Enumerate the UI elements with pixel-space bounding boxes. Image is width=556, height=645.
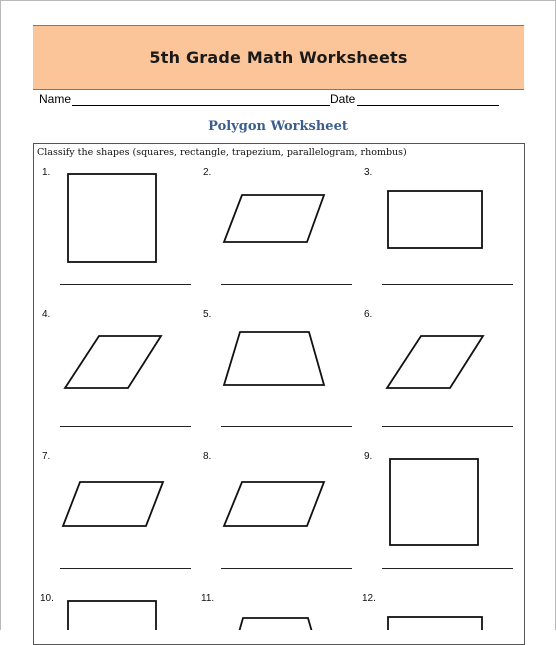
shape-rhombus [387,336,483,388]
answer-line[interactable] [221,568,352,569]
name-label: Name [39,92,72,106]
worksheet-subtitle: Polygon Worksheet [208,119,348,134]
problem-number: 9. [364,451,373,462]
problem-number: 3. [364,167,373,178]
shape-square [68,174,156,262]
instructions: Classify the shapes (squares, rectangle, trapezium, parallelogram, rhombus) [37,147,407,158]
answer-line[interactable] [382,568,513,569]
problem-number: 1. [42,167,51,178]
shape-parallelogram [224,482,324,526]
shape-rectangle [388,617,482,630]
problem-number: 4. [42,309,51,320]
shape-parallelogram [63,482,163,526]
answer-line[interactable] [221,426,352,427]
shape-rectangle [388,191,482,248]
shape-square [68,601,156,630]
problem-number: 11. [201,593,215,604]
page-title: 5th Grade Math Worksheets [149,48,408,67]
problem-number: 2. [203,167,212,178]
answer-line[interactable] [382,426,513,427]
shape-trapezium [231,618,320,630]
problem-number: 12. [362,593,376,604]
shape-parallelogram [224,195,324,242]
answer-line[interactable] [221,284,352,285]
problem-number: 10. [40,593,54,604]
answer-line[interactable] [60,284,191,285]
problem-number: 7. [42,451,51,462]
problem-number: 6. [364,309,373,320]
answer-line[interactable] [60,568,191,569]
problem-number: 8. [203,451,212,462]
shape-trapezium [224,332,324,385]
answer-line[interactable] [60,426,191,427]
shape-square [390,459,478,545]
date-label: Date [330,92,356,106]
shape-rhombus [65,336,161,388]
answer-line[interactable] [382,284,513,285]
problem-number: 5. [203,309,212,320]
